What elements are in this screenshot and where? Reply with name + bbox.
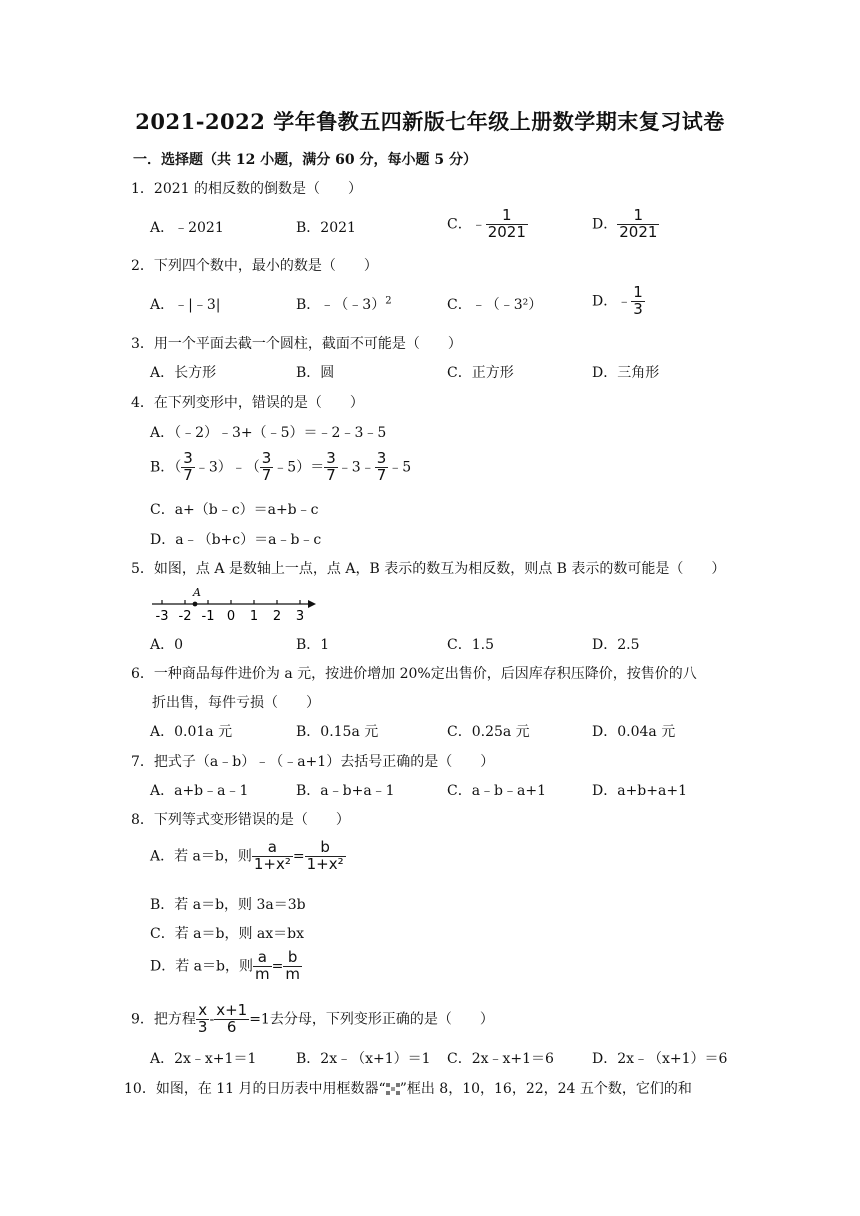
q1-option-b: B．2021 [296,220,356,236]
numerator: 1 [502,206,512,224]
q9-option-d: D．2x﹣（x+1）＝6 [592,1051,728,1067]
q2-option-b-text: B．﹣（﹣3） [296,297,386,313]
tick-label: 1 [249,609,259,624]
denominator: 3 [633,299,643,318]
page-title: 2021-2022 学年鲁教五四新版七年级上册数学期末复习试卷 [135,109,725,134]
q6-stem-continued: 折出售，每件亏损（ ） [152,695,320,711]
equals-sign: = [292,848,305,865]
q1-option-d-label: D． [592,216,618,233]
denominator: 1+x² [253,854,291,873]
fraction-x-3 [196,1003,210,1036]
fraction-3-7 [375,451,389,484]
number-line-figure [150,584,320,626]
denominator: 7 [326,465,336,484]
q9-option-a: A．2x﹣x+1＝1 [150,1051,257,1067]
q10-stem-prefix: 10．如图，在 11 月的日历表中用框数器“ [124,1081,386,1097]
q6-option-c: C．0.25a 元 [447,724,530,740]
q3-option-b: B．圆 [296,365,335,381]
denominator: m [254,964,270,983]
tick-label: 2 [272,609,282,624]
q3-option-a: A．长方形 [150,365,217,381]
q5-option-c: C．1.5 [447,637,494,653]
q4-option-c: C．a+（b﹣c）＝a+b﹣c [150,502,319,518]
q5-option-d: D．2.5 [592,637,640,653]
denominator: 2021 [487,222,526,241]
numerator: a [257,948,267,966]
q1-option-c [447,208,528,241]
fraction-b-m [283,950,302,983]
numerator: 3 [326,449,336,467]
fraction-x1-6 [214,1003,249,1036]
q8-option-c: C．若 a＝b，则 ax＝bx [150,926,305,942]
denominator: 2021 [619,222,658,241]
q5-option-b: B．1 [296,637,330,653]
fraction-3-7 [260,451,274,484]
fraction-a [252,840,293,873]
numerator: a [267,838,277,856]
exponent: 2 [385,295,392,307]
q1-stem: 1．2021 的相反数的倒数是（ ） [131,181,362,197]
q3-option-c: C．正方形 [447,365,514,381]
q7-option-b: B．a﹣b+a﹣1 [296,783,395,799]
q7-stem: 7．把式子（a﹣b）﹣（﹣a+1）去括号正确的是（ ） [131,754,495,770]
denominator: 6 [214,1019,249,1036]
fraction-b [305,840,346,873]
numerator: 3 [261,449,272,467]
q4-option-b-label: B．（ [150,459,182,476]
fraction-3-7 [181,451,195,484]
q7-option-c: C．a﹣b﹣a+1 [447,783,547,799]
q10-stem-suffix: ”框出 8，10，16，22，24 五个数，它们的和 [399,1081,692,1097]
section-heading: 一．选择题（共 12 小题，满分 60 分，每小题 5 分） [133,152,477,168]
numerator: 3 [376,449,387,467]
q8-option-a-label: A．若 a＝b，则 [150,848,252,865]
arrow-head-icon [308,600,316,608]
equals-one: =1 [249,1011,270,1028]
denominator: 7 [261,465,272,484]
numerator: b [320,838,330,856]
q8-option-d [150,950,302,983]
q8-option-d-label: D．若 a＝b，则 [150,958,253,975]
q9-option-c: C．2x﹣x+1＝6 [447,1051,554,1067]
numerator: 3 [183,449,193,467]
q2-option-d-fraction [631,285,645,318]
q2-option-d [592,285,645,318]
denominator: 7 [183,465,193,484]
q9-stem-suffix: 去分母，下列变形正确的是（ ） [269,1011,494,1028]
denominator: 3 [197,1017,208,1036]
point-a-marker [193,602,198,607]
q4-option-b-term: ﹣5 [388,459,412,476]
q5-option-a: A．0 [150,637,184,653]
fraction-3-7 [324,451,338,484]
q1-option-d [592,208,659,241]
q9-stem [131,1003,494,1036]
numerator: 1 [633,206,644,224]
numerator: b [287,948,298,966]
q7-option-d: D．a+b+a+1 [592,783,687,799]
q1-option-a: A．﹣2021 [150,220,224,236]
q2-option-d-label: D．﹣ [592,293,632,310]
q6-stem: 6．一种商品每件进价为 a 元，按进价增加 20%定出售价，后因库存积压降价，按售价的八 [131,666,697,682]
denominator: 7 [376,465,387,484]
numerator: x [198,1001,208,1019]
q4-option-b [150,451,411,484]
q6-option-a: A．0.01a 元 [150,724,233,740]
q4-option-b-term: ﹣3）﹣（ [194,459,260,476]
q1-option-c-label: C．﹣ [447,216,486,233]
q9-option-b: B．2x﹣（x+1）＝1 [296,1051,431,1067]
tick-label: -2 [178,609,192,624]
q9-stem-prefix: 9．把方程 [131,1011,196,1028]
q2-stem: 2．下列四个数中，最小的数是（ ） [131,258,378,274]
q4-option-b-term: ﹣5）＝ [273,459,325,476]
q2-option-c: C．﹣（﹣3²） [447,297,543,313]
fraction-a-m [253,950,272,983]
q4-option-b-term: ﹣3﹣ [337,459,375,476]
q3-stem: 3．用一个平面去截一个圆柱，截面不可能是（ ） [131,336,462,352]
q1-option-c-fraction [486,208,528,241]
q2-option-a: A．﹣|﹣3| [150,297,221,313]
frame-counter-icon [386,1083,400,1095]
q10-stem [124,1078,692,1098]
tick-label: -1 [201,609,215,624]
numerator: x+1 [216,1001,248,1019]
q4-stem: 4．在下列变形中，错误的是（ ） [131,395,364,411]
q4-option-a: A．（﹣2）﹣3+（﹣5）＝﹣2﹣3﹣5 [150,425,387,441]
q4-option-d: D．a﹣（b+c）＝a﹣b﹣c [150,532,322,548]
equals-sign: = [271,958,284,975]
q2-option-b [296,294,392,314]
tick-label: 3 [295,609,305,624]
denominator: 1+x² [306,854,344,873]
point-a-label: A [193,586,201,599]
minus-sign: - [209,1011,215,1028]
q5-stem: 5．如图，点 A 是数轴上一点，点 A，B 表示的数互为相反数，则点 B 表示的数可能是（ ） [131,561,726,577]
q3-option-d: D．三角形 [592,365,660,381]
q6-option-d: D．0.04a 元 [592,724,676,740]
q8-option-a [150,840,346,873]
tick-label: -3 [155,609,169,624]
q7-option-a: A．a+b﹣a﹣1 [150,783,249,799]
q8-stem: 8．下列等式变形错误的是（ ） [131,812,350,828]
q8-option-b: B．若 a＝b，则 3a＝3b [150,897,306,913]
numerator: 1 [633,283,643,301]
q1-option-d-fraction [617,208,659,241]
denominator: m [285,964,300,983]
tick-label: 0 [226,609,236,624]
q6-option-b: B．0.15a 元 [296,724,379,740]
